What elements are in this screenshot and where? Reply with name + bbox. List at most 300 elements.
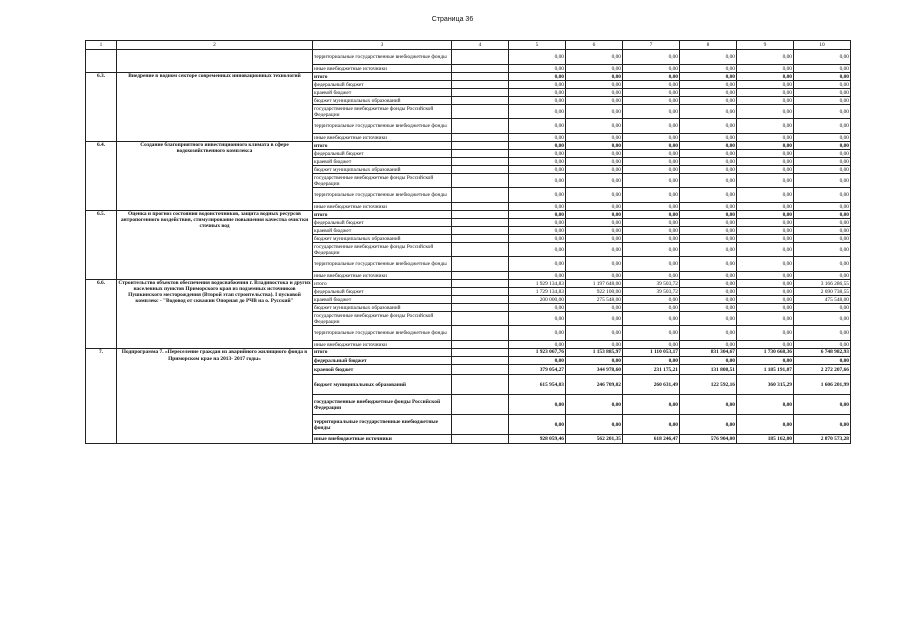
amount-cell: 0,00: [794, 142, 851, 150]
amount-cell: 0,00: [623, 415, 680, 435]
amount-cell: [452, 50, 509, 65]
amount-cell: 0,00: [566, 304, 623, 312]
amount-cell: 0,00: [680, 211, 737, 219]
amount-cell: 6 748 982,93: [794, 349, 851, 357]
amount-cell: 0,00: [623, 341, 680, 349]
amount-cell: 0,00: [566, 166, 623, 174]
amount-cell: 260 631,49: [623, 375, 680, 395]
amount-cell: 0,00: [566, 158, 623, 166]
amount-cell: 475 548,00: [794, 296, 851, 304]
table-row: [86, 50, 851, 65]
amount-cell: 0,00: [680, 326, 737, 341]
amount-cell: 0,00: [680, 203, 737, 211]
amount-cell: 0,00: [509, 211, 566, 219]
amount-cell: 562 201,35: [566, 435, 623, 444]
amount-cell: 0,00: [680, 341, 737, 349]
amount-cell: [452, 134, 509, 142]
amount-cell: 0,00: [623, 50, 680, 65]
amount-cell: [452, 272, 509, 280]
amount-cell: 0,00: [680, 174, 737, 188]
amount-cell: 231 175,21: [623, 365, 680, 375]
amount-cell: 0,00: [680, 105, 737, 119]
funding-source-cell: краевой бюджет: [313, 227, 452, 235]
amount-cell: 0,00: [794, 166, 851, 174]
amount-cell: 0,00: [737, 304, 794, 312]
amount-cell: 0,00: [680, 415, 737, 435]
amount-cell: 0,00: [509, 134, 566, 142]
amount-cell: 1 197 648,00: [566, 280, 623, 288]
amount-cell: 0,00: [737, 280, 794, 288]
funding-source-cell: иные внебюджетные источники: [313, 203, 452, 211]
amount-cell: 0,00: [566, 326, 623, 341]
amount-cell: 0,00: [623, 395, 680, 415]
funding-source-cell: иные внебюджетные источники: [313, 272, 452, 280]
amount-cell: 0,00: [680, 166, 737, 174]
amount-cell: 0,00: [566, 243, 623, 257]
funding-source-cell: иные внебюджетные источники: [313, 341, 452, 349]
col-number: 2: [117, 41, 313, 50]
amount-cell: [452, 105, 509, 119]
amount-cell: [452, 203, 509, 211]
amount-cell: 0,00: [680, 188, 737, 203]
amount-cell: [452, 65, 509, 73]
page-number-label: Страница 36: [431, 16, 474, 23]
amount-cell: 379 054,27: [509, 365, 566, 375]
funding-source-cell: бюджет муниципальных образований: [313, 375, 452, 395]
amount-cell: 0,00: [794, 65, 851, 73]
amount-cell: 0,00: [737, 97, 794, 105]
amount-cell: 39 503,72: [623, 280, 680, 288]
amount-cell: 0,00: [623, 105, 680, 119]
budget-table: [85, 40, 851, 444]
item-name-cell: Внедрение в водном секторе современных инновационных технологий: [117, 73, 313, 142]
amount-cell: 0,00: [794, 50, 851, 65]
amount-cell: 0,00: [794, 89, 851, 97]
amount-cell: 0,00: [566, 227, 623, 235]
item-code-cell: 7.: [86, 349, 117, 444]
amount-cell: 0,00: [680, 257, 737, 272]
amount-cell: 0,00: [509, 415, 566, 435]
funding-source-cell: территориальные государственные внебюджетные фонды: [313, 257, 452, 272]
amount-cell: 0,00: [794, 395, 851, 415]
table-row: [86, 211, 851, 219]
col-number: 4: [452, 41, 509, 50]
funding-source-cell: федеральный бюджет: [313, 150, 452, 158]
funding-source-cell: государственные внебюджетные фонды Российской Федерации: [313, 312, 452, 326]
amount-cell: 0,00: [680, 119, 737, 134]
amount-cell: 0,00: [566, 219, 623, 227]
col-number: 5: [509, 41, 566, 50]
amount-cell: [452, 97, 509, 105]
amount-cell: 0,00: [737, 89, 794, 97]
amount-cell: 0,00: [623, 73, 680, 81]
amount-cell: 0,00: [737, 296, 794, 304]
amount-cell: 3 166 286,55: [794, 280, 851, 288]
amount-cell: 0,00: [566, 257, 623, 272]
amount-cell: 0,00: [680, 134, 737, 142]
amount-cell: 0,00: [566, 134, 623, 142]
amount-cell: 0,00: [737, 326, 794, 341]
amount-cell: 0,00: [623, 188, 680, 203]
amount-cell: 0,00: [737, 243, 794, 257]
amount-cell: 0,00: [623, 357, 680, 365]
amount-cell: 200 000,00: [509, 296, 566, 304]
amount-cell: 0,00: [737, 50, 794, 65]
amount-cell: 0,00: [509, 50, 566, 65]
amount-cell: 1 729 134,83: [509, 288, 566, 296]
funding-source-cell: бюджет муниципальных образований: [313, 304, 452, 312]
amount-cell: 1 153 885,97: [566, 349, 623, 357]
amount-cell: 0,00: [623, 326, 680, 341]
amount-cell: 0,00: [623, 150, 680, 158]
amount-cell: [452, 73, 509, 81]
amount-cell: 0,00: [794, 81, 851, 89]
amount-cell: 0,00: [737, 188, 794, 203]
amount-cell: 0,00: [680, 235, 737, 243]
amount-cell: 0,00: [623, 312, 680, 326]
item-name-cell: [117, 50, 313, 73]
amount-cell: 344 978,60: [566, 365, 623, 375]
amount-cell: 0,00: [623, 296, 680, 304]
amount-cell: 0,00: [623, 227, 680, 235]
amount-cell: 0,00: [794, 73, 851, 81]
amount-cell: 0,00: [566, 150, 623, 158]
amount-cell: 0,00: [509, 119, 566, 134]
item-code-cell: [86, 50, 117, 73]
amount-cell: [452, 150, 509, 158]
funding-source-cell: бюджет муниципальных образований: [313, 97, 452, 105]
amount-cell: 0,00: [737, 395, 794, 415]
amount-cell: 0,00: [623, 89, 680, 97]
amount-cell: 185 162,00: [737, 435, 794, 444]
amount-cell: 0,00: [509, 158, 566, 166]
amount-cell: [452, 326, 509, 341]
amount-cell: 0,00: [737, 235, 794, 243]
amount-cell: [452, 235, 509, 243]
amount-cell: 1 923 067,76: [509, 349, 566, 357]
funding-source-cell: федеральный бюджет: [313, 288, 452, 296]
amount-cell: 0,00: [509, 235, 566, 243]
table-row: [86, 280, 851, 288]
amount-cell: 0,00: [737, 288, 794, 296]
amount-cell: 0,00: [566, 174, 623, 188]
amount-cell: 0,00: [566, 97, 623, 105]
amount-cell: 0,00: [566, 203, 623, 211]
amount-cell: 0,00: [566, 142, 623, 150]
amount-cell: 360 315,29: [737, 375, 794, 395]
amount-cell: 0,00: [680, 288, 737, 296]
amount-cell: 275 548,00: [566, 296, 623, 304]
item-name-cell: Создание благоприятного инвестиционного климата в сфере водохозяйственного комплекса: [117, 142, 313, 211]
funding-source-cell: итого: [313, 211, 452, 219]
amount-cell: 0,00: [737, 357, 794, 365]
amount-cell: 0,00: [737, 142, 794, 150]
amount-cell: 0,00: [737, 150, 794, 158]
table-row: [86, 349, 851, 357]
col-number: 9: [737, 41, 794, 50]
amount-cell: 0,00: [680, 395, 737, 415]
amount-cell: 0,00: [566, 50, 623, 65]
table-body: [86, 41, 851, 444]
amount-cell: 0,00: [680, 357, 737, 365]
amount-cell: 0,00: [566, 65, 623, 73]
amount-cell: [452, 174, 509, 188]
funding-source-cell: краевой бюджет: [313, 158, 452, 166]
amount-cell: 0,00: [680, 296, 737, 304]
amount-cell: 0,00: [566, 235, 623, 243]
funding-source-cell: иные внебюджетные источники: [313, 65, 452, 73]
amount-cell: 0,00: [623, 174, 680, 188]
amount-cell: 2 272 207,66: [794, 365, 851, 375]
amount-cell: 0,00: [509, 227, 566, 235]
amount-cell: [452, 89, 509, 97]
amount-cell: 0,00: [794, 105, 851, 119]
amount-cell: 831 304,67: [680, 349, 737, 357]
amount-cell: [452, 375, 509, 395]
amount-cell: 0,00: [794, 415, 851, 435]
amount-cell: 1 929 134,83: [509, 280, 566, 288]
amount-cell: 0,00: [566, 357, 623, 365]
funding-source-cell: государственные внебюджетные фонды Российской Федерации: [313, 174, 452, 188]
amount-cell: 0,00: [509, 272, 566, 280]
amount-cell: 0,00: [509, 65, 566, 73]
amount-cell: 576 904,00: [680, 435, 737, 444]
amount-cell: 0,00: [509, 142, 566, 150]
amount-cell: 131 808,51: [680, 365, 737, 375]
amount-cell: [452, 166, 509, 174]
amount-cell: 0,00: [509, 105, 566, 119]
amount-cell: [452, 257, 509, 272]
amount-cell: 2 870 573,28: [794, 435, 851, 444]
amount-cell: 0,00: [566, 105, 623, 119]
amount-cell: 0,00: [623, 81, 680, 89]
table-row: [86, 142, 851, 150]
amount-cell: 0,00: [737, 203, 794, 211]
item-code-cell: 6.3.: [86, 73, 117, 142]
funding-source-cell: территориальные государственные внебюджетные фонды: [313, 188, 452, 203]
amount-cell: 0,00: [794, 272, 851, 280]
amount-cell: 0,00: [509, 97, 566, 105]
amount-cell: 0,00: [566, 73, 623, 81]
funding-source-cell: краевой бюджет: [313, 89, 452, 97]
funding-source-cell: федеральный бюджет: [313, 81, 452, 89]
amount-cell: 0,00: [623, 134, 680, 142]
amount-cell: 0,00: [737, 341, 794, 349]
amount-cell: 0,00: [680, 50, 737, 65]
item-code-cell: 6.4.: [86, 142, 117, 211]
funding-source-cell: бюджет муниципальных образований: [313, 166, 452, 174]
amount-cell: 0,00: [623, 272, 680, 280]
amount-cell: [452, 243, 509, 257]
amount-cell: 615 954,03: [509, 375, 566, 395]
amount-cell: 0,00: [566, 341, 623, 349]
amount-cell: [452, 119, 509, 134]
amount-cell: 0,00: [509, 166, 566, 174]
amount-cell: [452, 435, 509, 444]
amount-cell: [452, 158, 509, 166]
amount-cell: 0,00: [737, 272, 794, 280]
amount-cell: 0,00: [737, 65, 794, 73]
amount-cell: 0,00: [566, 188, 623, 203]
amount-cell: 0,00: [794, 150, 851, 158]
amount-cell: 0,00: [794, 188, 851, 203]
amount-cell: [452, 357, 509, 365]
column-number-row: [86, 41, 851, 50]
amount-cell: 0,00: [794, 97, 851, 105]
amount-cell: 0,00: [737, 219, 794, 227]
funding-source-cell: федеральный бюджет: [313, 219, 452, 227]
amount-cell: 0,00: [680, 304, 737, 312]
amount-cell: [452, 296, 509, 304]
amount-cell: 0,00: [623, 142, 680, 150]
amount-cell: [452, 341, 509, 349]
amount-cell: 0,00: [509, 341, 566, 349]
amount-cell: 0,00: [680, 97, 737, 105]
amount-cell: 0,00: [794, 211, 851, 219]
amount-cell: 122 592,16: [680, 375, 737, 395]
funding-source-cell: краевой бюджет: [313, 296, 452, 304]
amount-cell: 0,00: [794, 219, 851, 227]
amount-cell: 0,00: [623, 257, 680, 272]
amount-cell: 0,00: [509, 89, 566, 97]
amount-cell: 1 110 053,17: [623, 349, 680, 357]
amount-cell: 0,00: [737, 312, 794, 326]
amount-cell: 0,00: [680, 150, 737, 158]
amount-cell: [452, 211, 509, 219]
amount-cell: 0,00: [680, 142, 737, 150]
amount-cell: 1 606 201,99: [794, 375, 851, 395]
amount-cell: 0,00: [623, 65, 680, 73]
funding-source-cell: государственные внебюджетные фонды Российской Федерации: [313, 395, 452, 415]
col-number: 7: [623, 41, 680, 50]
amount-cell: 0,00: [509, 312, 566, 326]
amount-cell: 0,00: [680, 81, 737, 89]
amount-cell: 0,00: [737, 211, 794, 219]
amount-cell: [452, 81, 509, 89]
table-row: [86, 73, 851, 81]
amount-cell: 0,00: [737, 415, 794, 435]
amount-cell: 0,00: [566, 89, 623, 97]
amount-cell: [452, 312, 509, 326]
amount-cell: 0,00: [737, 119, 794, 134]
amount-cell: 0,00: [737, 174, 794, 188]
item-code-cell: 6.6.: [86, 280, 117, 349]
amount-cell: 0,00: [509, 257, 566, 272]
amount-cell: [452, 142, 509, 150]
funding-source-cell: федеральный бюджет: [313, 357, 452, 365]
amount-cell: 0,00: [794, 257, 851, 272]
amount-cell: 0,00: [680, 73, 737, 81]
amount-cell: 0,00: [566, 415, 623, 435]
amount-cell: 0,00: [737, 158, 794, 166]
amount-cell: 0,00: [566, 81, 623, 89]
funding-source-cell: территориальные государственные внебюджетные фонды: [313, 119, 452, 134]
amount-cell: 0,00: [509, 81, 566, 89]
amount-cell: 0,00: [737, 73, 794, 81]
col-number: 10: [794, 41, 851, 50]
amount-cell: 0,00: [623, 211, 680, 219]
amount-cell: 0,00: [794, 235, 851, 243]
col-number: 8: [680, 41, 737, 50]
amount-cell: 0,00: [623, 219, 680, 227]
amount-cell: 0,00: [737, 166, 794, 174]
amount-cell: [452, 227, 509, 235]
funding-source-cell: иные внебюджетные источники: [313, 435, 452, 444]
amount-cell: 0,00: [509, 243, 566, 257]
amount-cell: 246 709,02: [566, 375, 623, 395]
amount-cell: 0,00: [509, 174, 566, 188]
amount-cell: 0,00: [623, 235, 680, 243]
amount-cell: [452, 288, 509, 296]
item-name-cell: Подпрограмма 7. «Переселение граждан из аварийного жилищного фонда в Приморском крае на 2013- 2017 годы»: [117, 349, 313, 444]
amount-cell: 0,00: [737, 257, 794, 272]
amount-cell: 0,00: [509, 395, 566, 415]
amount-cell: [452, 349, 509, 357]
amount-cell: 0,00: [509, 357, 566, 365]
amount-cell: 0,00: [737, 105, 794, 119]
funding-source-cell: итого: [313, 349, 452, 357]
amount-cell: 0,00: [794, 158, 851, 166]
funding-source-cell: территориальные государственные внебюджетные фонды: [313, 326, 452, 341]
amount-cell: 0,00: [509, 304, 566, 312]
amount-cell: 0,00: [680, 227, 737, 235]
amount-cell: [452, 304, 509, 312]
amount-cell: 1 185 191,07: [737, 365, 794, 375]
col-number: 3: [313, 41, 452, 50]
amount-cell: 0,00: [794, 243, 851, 257]
funding-source-cell: иные внебюджетные источники: [313, 134, 452, 142]
funding-source-cell: территориальные государственные внебюджетные фонды: [313, 415, 452, 435]
item-name-cell: Оценка и прогноз состояния водоисточников, защита водных ресурсов антропогенного воздействия, стимулирование повышения качества очистки сточных вод: [117, 211, 313, 280]
amount-cell: 0,00: [566, 211, 623, 219]
amount-cell: [452, 219, 509, 227]
amount-cell: 0,00: [680, 312, 737, 326]
amount-cell: 0,00: [794, 326, 851, 341]
amount-cell: 928 059,46: [509, 435, 566, 444]
amount-cell: [452, 395, 509, 415]
amount-cell: 0,00: [680, 65, 737, 73]
amount-cell: 0,00: [794, 341, 851, 349]
amount-cell: 0,00: [737, 134, 794, 142]
amount-cell: 0,00: [623, 158, 680, 166]
funding-source-cell: итого: [313, 142, 452, 150]
item-code-cell: 6.5.: [86, 211, 117, 280]
item-name-cell: Строительство объектов обеспечения водоснабжения г. Владивостока и других населенных пунктов Приморского края из подземных источников Пушкинского месторождения (Второй этап строительства). I пусковой комплекс - "Водовод от скважин Опорная до РЧВ на о. Русский": [117, 280, 313, 349]
amount-cell: 0,00: [509, 188, 566, 203]
amount-cell: 0,00: [509, 73, 566, 81]
amount-cell: 0,00: [794, 203, 851, 211]
amount-cell: 0,00: [680, 243, 737, 257]
funding-source-cell: краевой бюджет: [313, 365, 452, 375]
amount-cell: 0,00: [794, 119, 851, 134]
amount-cell: 0,00: [509, 150, 566, 158]
amount-cell: 0,00: [680, 272, 737, 280]
amount-cell: 0,00: [794, 304, 851, 312]
amount-cell: 0,00: [794, 134, 851, 142]
amount-cell: 0,00: [566, 312, 623, 326]
amount-cell: 0,00: [566, 119, 623, 134]
amount-cell: 0,00: [794, 357, 851, 365]
amount-cell: 39 503,72: [623, 288, 680, 296]
funding-source-cell: государственные внебюджетные фонды Российской Федерации: [313, 105, 452, 119]
amount-cell: 0,00: [509, 326, 566, 341]
amount-cell: [452, 280, 509, 288]
amount-cell: 0,00: [623, 166, 680, 174]
amount-cell: 0,00: [566, 272, 623, 280]
amount-cell: 0,00: [623, 304, 680, 312]
amount-cell: 0,00: [623, 119, 680, 134]
amount-cell: 0,00: [623, 203, 680, 211]
